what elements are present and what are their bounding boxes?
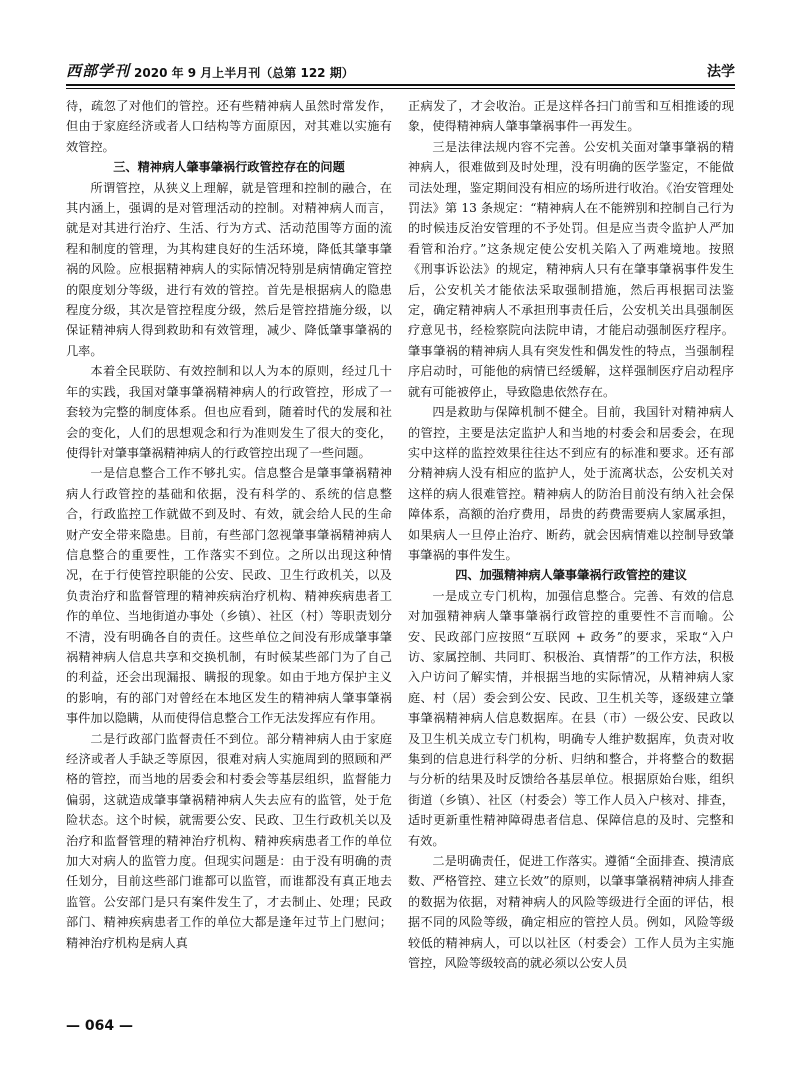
paragraph: 三是法律法规内容不完善。公安机关面对肇事肇祸的精神病人，很难做到及时处理，没有明确的医学鉴定，不能做司法处理，鉴定期间没有相应的场所进行收治。《治安管理处罚法》第 13 条规定：“精神病人在不能辨别和控制自己行为的时候违反治安管理的不予处罚。但是应当责令监护人严加看管和治疗。”这条规定使公安机关陷入了两难境地。按照《刑事诉讼法》的规定，精神病人只有在肇事肇祸事件发生后，公安机关才能依法采取强制措施，然后再根据司法鉴定，确定精神病人不承担刑事责任后，公安机关出具强制医疗意见书，经检察院向法院申请，才能启动强制医疗程序。肇事肇祸的精神病人具有突发性和偶发性的特点，当强制程序启动时，可能他的病情已经缓解，这样强制医疗启动程序就有可能被停止，导致隐患依然存在。 xyxy=(408,139,734,399)
section-heading: 三、精神病人肇事肇祸行政管控存在的问题 xyxy=(113,160,345,175)
paragraph: 二是明确责任，促进工作落实。遵循“全面排查、摸清底数、严格管控、建立长效”的原则，以肇事肇祸精神病人排查的数据为依据，对精神病人的风险等级进行全面的评估，根据不同的风险等级，确定相应的管控人员。例如，风险等级较低的精神病人，可以以社区（村委会）工作人员为主实施管控，风险等级较高的就必须以公安人员 xyxy=(408,854,734,971)
paragraph: 正病发了，才会收治。正是这样各扫门前雪和互相推诿的现象，使得精神病人肇事肇祸事件一再发生。 xyxy=(408,99,734,134)
page-number: — 064 — xyxy=(66,1018,133,1034)
paragraph: 二是行政部门监督责任不到位。部分精神病人由于家庭经济或者人手缺乏等原因，很难对病人实施周到的照顾和严格的管控，而当地的居委会和村委会等基层组织，监督能力偏弱，这就造成肇事肇祸精神病人失去应有的监管，处于危险状态。这个时候，就需要公安、民政、卫生行政机关以及治疗和监督管理的精神治疗机构、精神疾病患者工作的单位加大对病人的监管力度。但现实问题是：由于没有明确的责任划分，目前这些部门谁都可以监管，而谁都没有真正地去监管。公安部门是只有案件发生了，才去制止、处理；民政部门、精神疾病患者工作的单位大都是逢年过节上门慰问；精神治疗机构是病人真 xyxy=(66,731,392,950)
header-rule-thin xyxy=(66,88,735,89)
paragraph: 本着全民联防、有效控制和以人为本的原则，经过几十年的实践，我国对肇事肇祸精神病人的行政管控，形成了一套较为完整的制度体系。但也应看到，随着时代的发展和社会的变化，人们的思想观念和行为准则发生了很大的变化，使得针对肇事肇祸精神病人的行政管控出现了一些问题。 xyxy=(66,364,392,460)
paragraph: 待，疏忽了对他们的管控。还有些精神病人虽然时常发作，但由于家庭经济或者人口结构等方面原因，对其难以实施有效管控。 xyxy=(66,99,392,154)
page-header xyxy=(66,55,735,81)
paragraph: 四是救助与保障机制不健全。目前，我国针对精神病人的管控，主要是法定监护人和当地的村委会和居委会，在现实中这样的监控效果往往达不到应有的标准和要求。还有部分精神病人没有相应的监护人，处于流离状态，公安机关对这样的病人很难管控。精神病人的防治目前没有纳入社会保障体系，高额的治疗费用，昂贵的药费需要病人家属承担，如果病人一旦停止治疗、断药，就会因病情难以控制导致肇事肇祸的事件发生。 xyxy=(408,405,734,562)
left-column xyxy=(66,96,392,953)
paragraph: 一是成立专门机构，加强信息整合。完善、有效的信息对加强精神病人肇事肇祸行政管控的重要性不言而喻。公安、民政部门应按照“互联网 + 政务”的要求，采取“入户访、家属控制、共同盯、积极治、真情帮”的工作方法，积极入户访问了解实情，并根据当地的实际情况，从精神病人家庭、村（居）委会到公安、民政、卫生机关等，逐级建立肇事肇祸精神病人信息数据库。在县（市）一级公安、民政以及卫生机关成立专门机构，明确专人维护数据库，负责对收集到的信息进行科学的分析、归纳和整合，并将整合的数据与分析的结果及时反馈给各基层单位。根据原始台账，组织街道（乡镇）、社区（村委会）等工作人员入户核对、排查，适时更新重性精神障碍患者信息、保障信息的及时、完整和有效。 xyxy=(408,588,734,848)
paragraph: 所谓管控，从狭义上理解，就是管理和控制的融合，在其内涵上，强调的是对管理活动的控制。对精神病人而言，就是对其进行治疗、生活、行为方式、活动范围等方面的流程和制度的管理，为其构建良好的生活环境，降低其肇事肇祸的风险。应根据精神病人的实际情况特别是病情确定管控的限度划分等级，进行有效的管控。首先是根据病人的隐患程度分级，其次是管控程度分级，然后是管控措施分级，以保证精神病人得到救助和有效管理，减少、降低肇事肇祸的几率。 xyxy=(66,180,392,358)
journal-logo: 西部学刊 xyxy=(66,62,131,80)
section-label: 法学 xyxy=(707,64,735,80)
header-rule-thick xyxy=(66,84,735,86)
header-left xyxy=(66,60,354,81)
section-heading: 四、加强精神病人肇事肇祸行政管控的建议 xyxy=(455,568,687,583)
issue-info: 2020 年 9 月上半月刊（总第 122 期） xyxy=(134,66,354,80)
right-column xyxy=(408,96,734,973)
paragraph: 一是信息整合工作不够扎实。信息整合是肇事肇祸精神病人行政管控的基础和依据，没有科学的、系统的信息整合，行政监控工作就做不到及时、有效，就会给人民的生命财产安全带来隐患。目前，有些部门忽视肇事肇祸精神病人信息整合的重要性，工作落实不到位。之所以出现这种情况，在于行使管控职能的公安、民政、卫生行政机关，以及负责治疗和监督管理的精神疾病治疗机构、精神疾病患者工作的单位、当地街道办事处（乡镇）、社区（村）等职责划分不清，没有明确各自的责任。这些单位之间没有形成肇事肇祸精神病人信息共享和交换机制，有时候某些部门为了自己的利益，还会出现漏报、瞒报的现象。如由于地方保护主义的影响，有的部门对曾经在本地区发生的精神病人肇事肇祸事件加以隐瞒，从而使得信息整合工作无法发挥应有作用。 xyxy=(66,466,392,726)
